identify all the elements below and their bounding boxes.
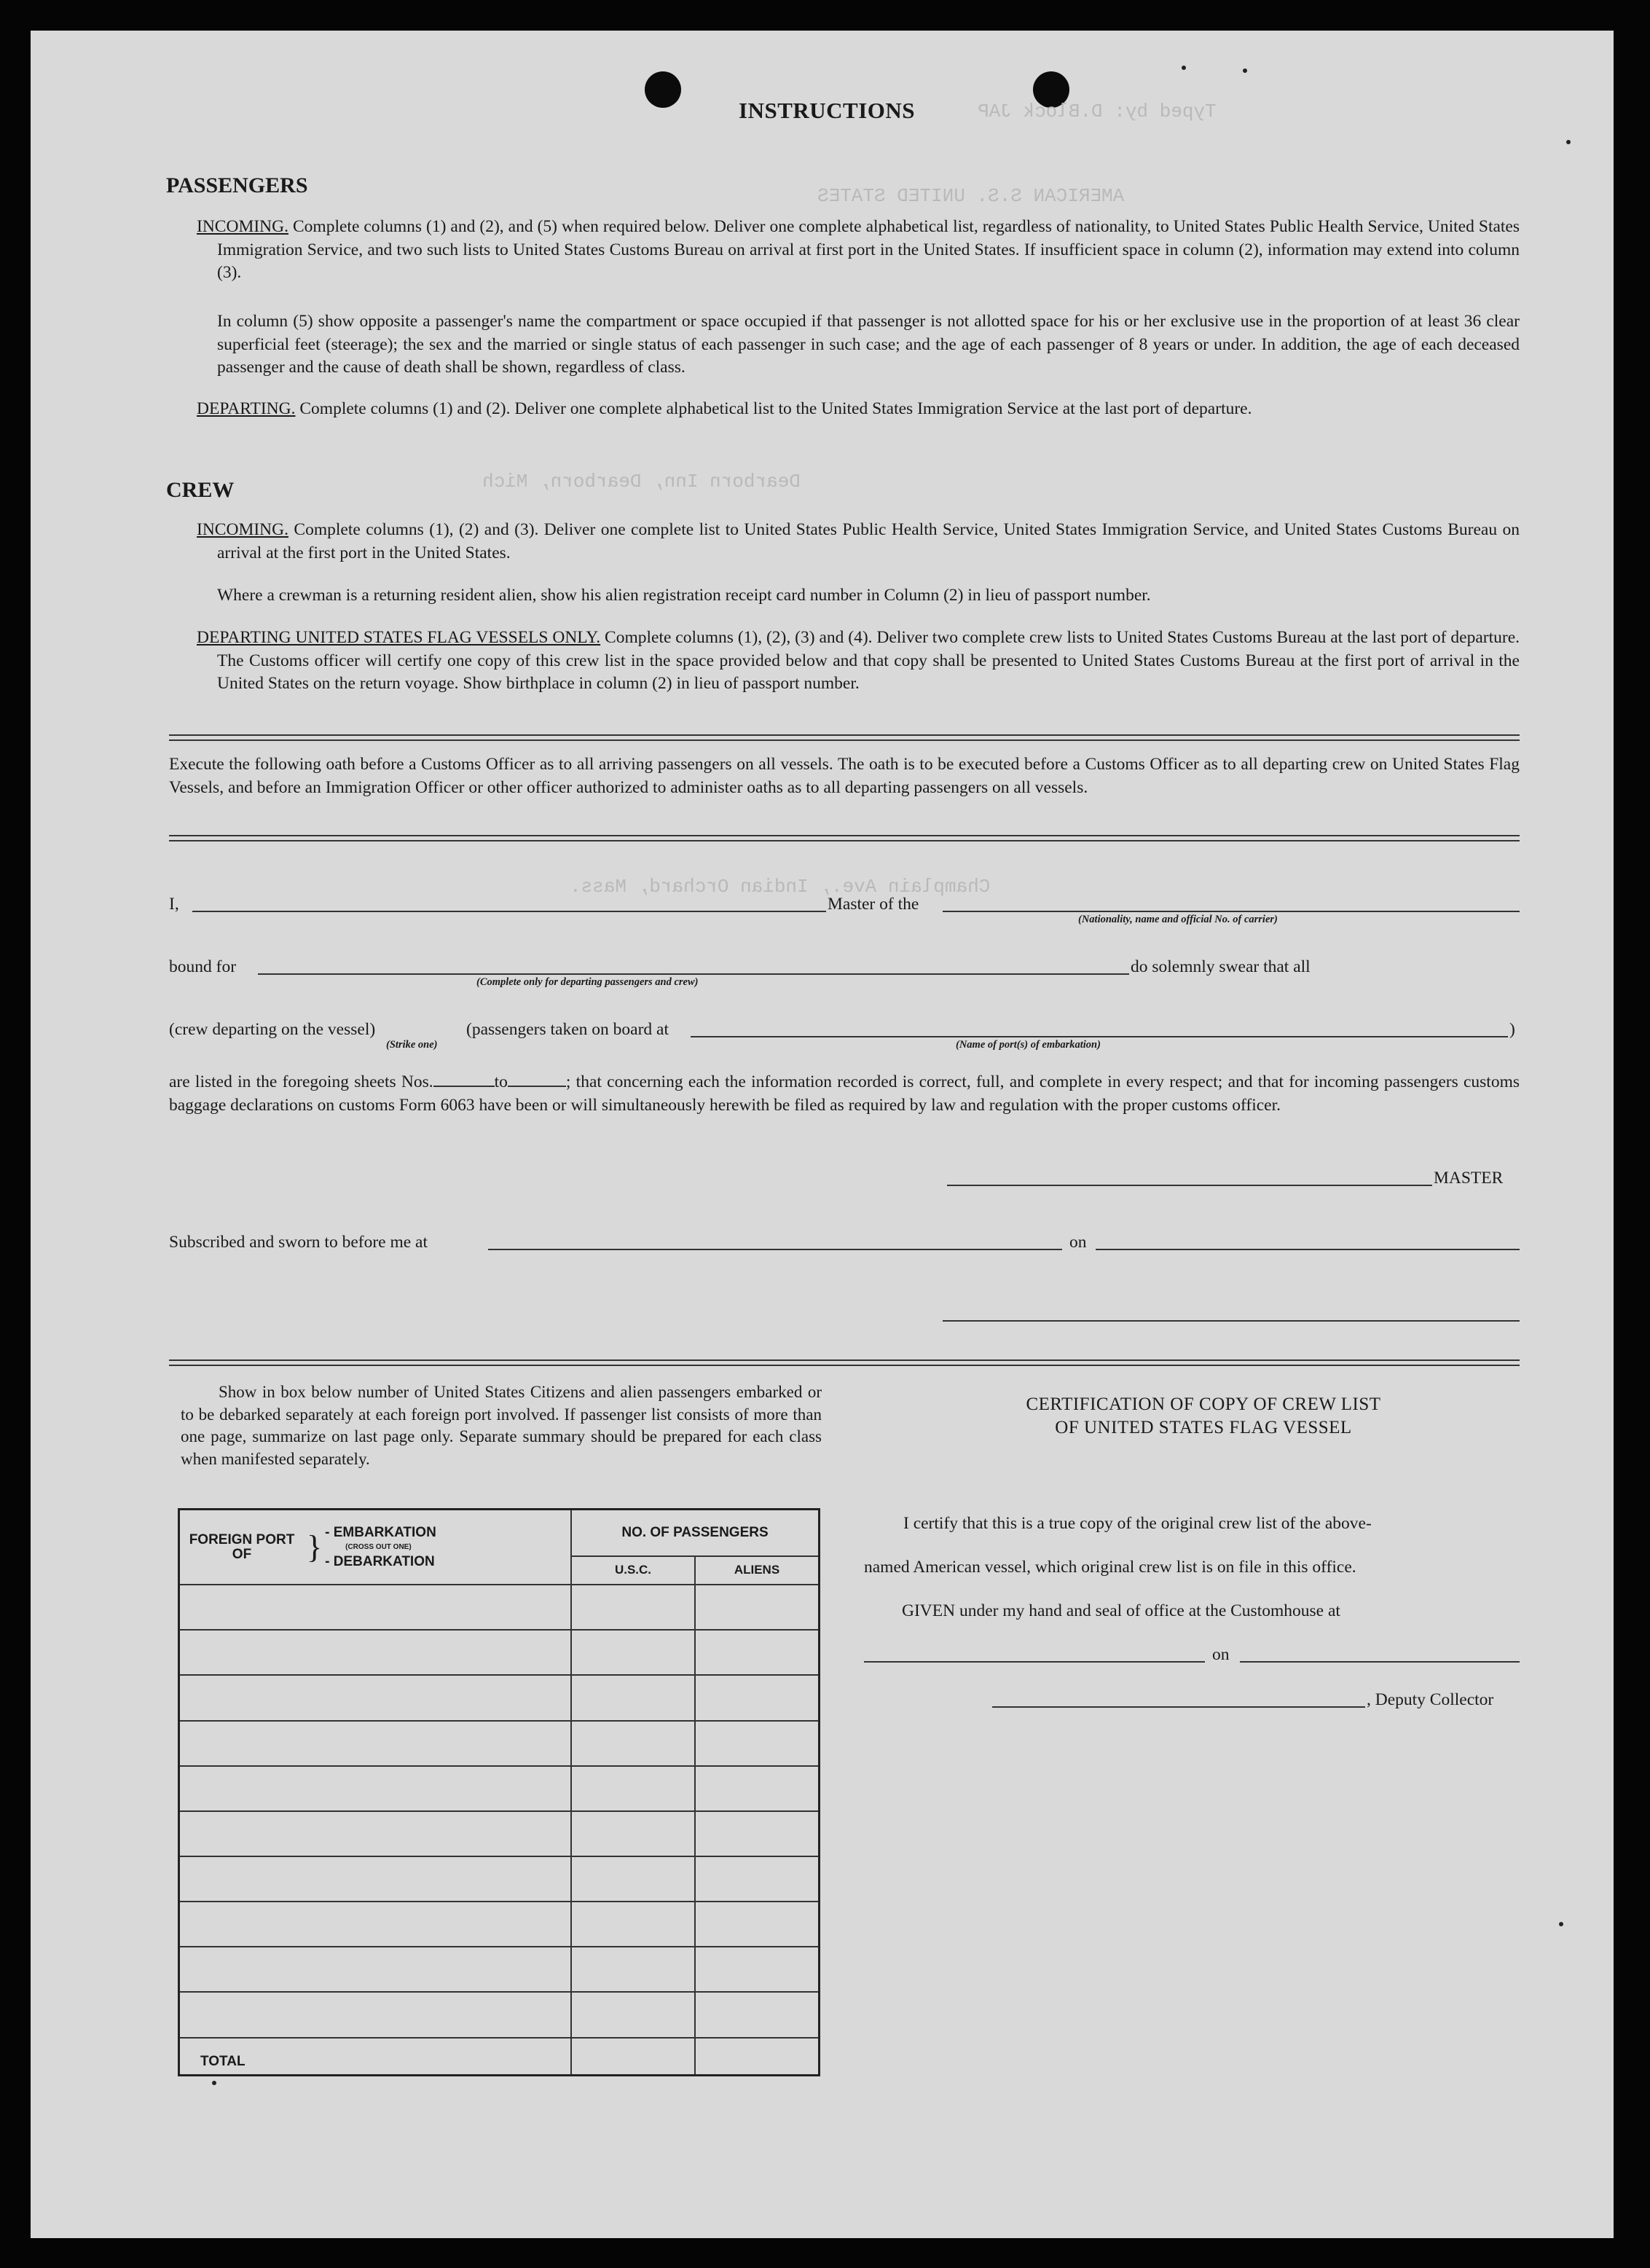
certification-title-line2: OF UNITED STATES FLAG VESSEL [1055, 1417, 1352, 1437]
port-cell[interactable] [179, 1902, 572, 1947]
speck [1559, 1922, 1563, 1926]
sheet-to-field[interactable] [508, 1086, 566, 1087]
port-cell[interactable] [179, 1721, 572, 1766]
nationality-note: (Nationality, name and official No. of carrier) [1078, 914, 1278, 925]
passengers-incoming-text: Complete columns (1) and (2), and (5) when required below. Deliver one complete alphabetical list, regardless of nationality, to United States Public Health Service, United States Immigration Service, and two such lists to United States Customs Bureau on arrival at first port in the United States. If insufficient space in column (2), information may extend into column (3). [217, 217, 1520, 282]
sworn-date-field[interactable] [1096, 1249, 1520, 1250]
port-cell[interactable] [179, 1947, 572, 1992]
bleed-through: AMERICAN S.S. UNITED STATES [817, 185, 1125, 207]
crew-departing-label: DEPARTING UNITED STATES FLAG VESSELS ONLY. [197, 628, 601, 647]
certification-title-line1: CERTIFICATION OF COPY OF CREW LIST [1026, 1394, 1381, 1414]
usc-cell[interactable] [571, 1856, 695, 1902]
master-label: MASTER [1434, 1169, 1504, 1188]
speck [1182, 66, 1186, 70]
foreign-port-of-header: FOREIGN PORT OF [189, 1531, 295, 1562]
crew-departing-option: (crew departing on the vessel) [169, 1020, 376, 1039]
usc-cell[interactable] [571, 1585, 695, 1630]
speck [1243, 68, 1247, 73]
passengers-column5-paragraph: In column (5) show opposite a passenger's name the compartment or space occupied if that passenger is not allotted space for his or her exclusive use in the proportion of at least 36 clear superficial feet (steerage); the sex and the married or single status of each passenger in such case; and the age of each passenger of 8 years or under. In addition, the age of each deceased passenger and the cause of death shall be shown, regardless of class. [217, 312, 1520, 377]
summary-instructions: Show in box below number of United States Citizens and alien passengers embarked or to be debarked separately at each foreign port involved. If passenger list consists of more than one page, summarize on last page only. Separate summary should be prepared for each class when manifested separately. [181, 1383, 822, 1468]
certification-title [868, 1393, 1539, 1439]
certification-date-field[interactable] [1240, 1661, 1520, 1663]
brace-glyph: } [307, 1529, 323, 1565]
strike-one-note: (Strike one) [386, 1039, 438, 1051]
aliens-cell[interactable] [695, 1585, 820, 1630]
customhouse-place-field[interactable] [864, 1661, 1205, 1663]
aliens-cell[interactable] [695, 1947, 820, 1992]
double-rule [169, 734, 1520, 741]
close-paren: ) [1509, 1020, 1515, 1039]
aliens-cell[interactable] [695, 1856, 820, 1902]
listed-paragraph [169, 1071, 1520, 1117]
form-sheet [31, 31, 1614, 2238]
crew-departing-text: Complete columns (1), (2), (3) and (4). Deliver two complete crew lists to United States Customs Bureau at the last port of departure. The Customs officer will certify one copy of this crew list in the space provided below and that copy shall be presented to United States Customs Bureau at the first port of arrival in the United States on the return voyage. Show birthplace in column (2) in lieu of passport number. [217, 628, 1520, 693]
port-cell[interactable] [179, 1856, 572, 1902]
debarkation-header: - DEBARKATION [325, 1553, 435, 1569]
certify-line2: named American vessel, which original crew list is on file in this office. [864, 1558, 1356, 1577]
usc-cell[interactable] [571, 1766, 695, 1811]
usc-cell[interactable] [571, 1992, 695, 2037]
speck [1566, 140, 1571, 144]
aliens-total-cell[interactable] [695, 2038, 820, 2076]
cross-out-note: (CROSS OUT ONE) [345, 1542, 412, 1551]
aliens-cell[interactable] [695, 1992, 820, 2037]
double-rule [169, 1359, 1520, 1366]
officer-signature-field[interactable] [943, 1320, 1520, 1322]
table-header-port [179, 1510, 572, 1585]
embarkation-port-field[interactable] [691, 1036, 1508, 1037]
port-cell[interactable] [179, 1811, 572, 1856]
master-of-the-label: Master of the [828, 895, 919, 914]
aliens-cell[interactable] [695, 1766, 820, 1811]
listed-prefix: are listed in the foregoing sheets Nos. [169, 1072, 433, 1091]
crew-departing-paragraph [197, 627, 1520, 696]
speck [212, 2081, 216, 2085]
certification-on-label: on [1212, 1645, 1230, 1664]
bound-for-note: (Complete only for departing passengers and crew) [476, 976, 699, 988]
master-name-field[interactable] [192, 911, 826, 912]
deputy-collector-label: , Deputy Collector [1367, 1690, 1494, 1709]
usc-cell[interactable] [571, 1630, 695, 1675]
listed-rest: ; that concerning each the information recorded is correct, full, and complete in every respect; and that for incoming passengers customs baggage declarations on customs Form 6063 have been or will simultaneously herewith be filed as required by law and regulation with the proper customs officer. [169, 1072, 1520, 1115]
passengers-departing-text: Complete columns (1) and (2). Deliver one complete alphabetical list to the United States Immigration Service at the last port of departure. [299, 399, 1252, 418]
usc-cell[interactable] [571, 1811, 695, 1856]
passengers-taken-option: (passengers taken on board at [466, 1020, 669, 1039]
punch-hole-left [645, 71, 681, 108]
crew-heading: CREW [166, 478, 235, 502]
port-cell[interactable] [179, 1992, 572, 2037]
master-signature-field[interactable] [947, 1185, 1432, 1186]
aliens-cell[interactable] [695, 1721, 820, 1766]
port-cell[interactable] [179, 1585, 572, 1630]
page-title: INSTRUCTIONS [739, 98, 916, 123]
given-text: GIVEN under my hand and seal of office at the Customhouse at [902, 1601, 1340, 1620]
aliens-cell[interactable] [695, 1675, 820, 1720]
crew-incoming-paragraph [197, 519, 1520, 565]
ports-note: (Name of port(s) of embarkation) [956, 1039, 1101, 1051]
aliens-cell[interactable] [695, 1811, 820, 1856]
usc-header: U.S.C. [571, 1556, 695, 1585]
aliens-cell[interactable] [695, 1902, 820, 1947]
port-cell[interactable] [179, 1675, 572, 1720]
bleed-through: Dearborn Inn, Dearborn, Mich [482, 471, 801, 493]
sworn-on-label: on [1069, 1233, 1087, 1252]
embarkation-header: - EMBARKATION [325, 1524, 436, 1540]
to-label: to [494, 1072, 508, 1091]
port-cell[interactable] [179, 1766, 572, 1811]
passenger-summary-table [178, 1508, 820, 2076]
passengers-departing-label: DEPARTING. [197, 399, 296, 418]
oath-i-label: I, [169, 895, 179, 914]
crew-incoming-text: Complete columns (1), (2) and (3). Deliver one complete list to United States Public Health Service, United States Immigration Service, and United States Customs Bureau on arrival at the first port in the United States. [217, 520, 1520, 562]
bleed-through: Champlain Ave., Indian Orchard, Mass. [570, 876, 991, 898]
total-label: TOTAL [179, 2038, 572, 2076]
usc-total-cell[interactable] [571, 2038, 695, 2076]
port-cell[interactable] [179, 1630, 572, 1675]
no-of-passengers-header: NO. OF PASSENGERS [571, 1510, 820, 1556]
carrier-field[interactable] [943, 911, 1520, 912]
swear-text: do solemnly swear that all [1131, 957, 1311, 976]
usc-cell[interactable] [571, 1902, 695, 1947]
bound-for-field[interactable] [258, 973, 1129, 975]
bound-for-label: bound for [169, 957, 237, 976]
aliens-header: ALIENS [695, 1556, 820, 1585]
crew-incoming-label: INCOMING. [197, 520, 288, 539]
bleed-through: Typed by: D.Block JAP [978, 101, 1217, 122]
passengers-departing-paragraph [197, 398, 1520, 421]
double-rule [169, 835, 1520, 841]
sheet-from-field[interactable] [433, 1086, 495, 1087]
sworn-place-field[interactable] [488, 1249, 1062, 1250]
usc-cell[interactable] [571, 1947, 695, 1992]
passengers-heading: PASSENGERS [166, 173, 308, 197]
usc-cell[interactable] [571, 1721, 695, 1766]
subscribed-label: Subscribed and sworn to before me at [169, 1233, 428, 1252]
usc-cell[interactable] [571, 1675, 695, 1720]
crew-resident-paragraph: Where a crewman is a returning resident alien, show his alien registration receipt card number in Column (2) in lieu of passport number. [217, 586, 1151, 605]
passengers-incoming-label: INCOMING. [197, 217, 288, 236]
passengers-incoming-paragraph [197, 216, 1520, 285]
certify-line1: I certify that this is a true copy of the original crew list of the above- [903, 1514, 1372, 1533]
oath-intro: Execute the following oath before a Customs Officer as to all arriving passengers on all vessels. The oath is to be executed before a Customs Officer as to all departing crew on United States Flag Vessels, and before an Immigration Officer or other officer authorized to administer oaths as to all departing passengers on all vessels. [169, 755, 1520, 797]
aliens-cell[interactable] [695, 1630, 820, 1675]
deputy-collector-signature-field[interactable] [992, 1706, 1365, 1708]
